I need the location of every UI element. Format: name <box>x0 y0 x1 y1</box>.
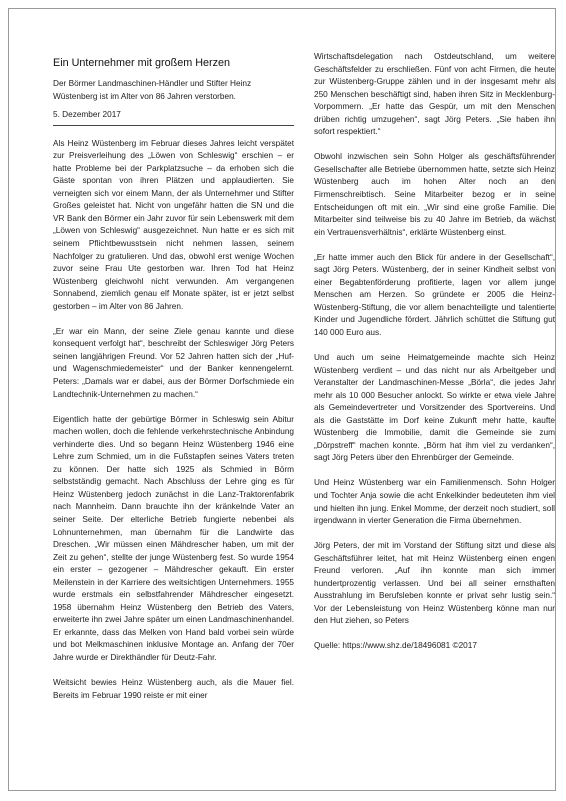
left-column <box>53 52 294 715</box>
paragraph: Und auch um seine Heimatgemeinde machte sich Heinz Wüstenberg verdient – und das nicht nur als Arbeitgeber und Veranstalter der Landmaschinen-Messe „Börla“, die jedes Jahr mehr als 10 000 Besucher anlockt. So wirkte er etwa viele Jahre als Gemeindevertreter und Vorsitzender des Sportvereins. Und als die Gaststätte im Dorf keine Zukunft mehr hatte, kaufte Wüstenberg die Immobilie, damit die Gemeinde sie zum „Dörpstreff“ machen konnte. „Börm hat ihm viel zu verdanken“, sagt Jörg Peters über den Ehrenbürger der Gemeinde. <box>314 352 555 463</box>
article-subtitle: Der Börmer Landmaschinen-Händler und Stifter Heinz Wüstenberg ist im Alter von 86 Jahren verstorben. <box>53 79 252 101</box>
right-column <box>314 51 555 665</box>
paragraph: Eigentlich hatte der gebürtige Börmer in Schleswig sein Abitur machen wollen, doch die fehlende verkehrstechnische Anbindung verhinderte dies. Und so begann Heinz Wüstenberg 1946 eine Lehre zum Schmied, um in die Fußstapfen seines Vaters treten zu können. Der hatte sich 1925 als Schmied in Börm selbstständig gemacht. Nach Abschluss der Lehre ging es für Heinz Wüstenberg jedoch zunächst in die Lanz-Traktorenfabrik nach Mannheim. Dann brauchte ihn der kränkelnde Vater an seiner Seite. Der elterliche Betrieb fungierte nebenbei als Lohnunternehmen, man übernahm für die Landwirte das Dreschen. „Wir müssen einen Mähdrescher haben, um mit der Zeit zu gehen“, stellte der junge Wüstenberg fest. So wurde 1954 ein erster – gezogener – Mähdrescher gekauft. Ein erster Meilenstein in der Karriere des weitsichtigen Unternehmers. 1955 wurde erstmals ein selbstfahrender Mähdrescher eingesetzt. 1958 übernahm Heinz Wüstenberg den Betrieb des Vaters, erweiterte ihn zwei Jahre später um einen Landmaschinenhandel. Er erkannte, dass das Melken von Hand bald vorbei sein würde und bot Melkmaschinen inklusive Montage an. Anfang der 70er Jahre wurde er Direkthändler für Deutz-Fahr. <box>53 414 294 662</box>
source-citation: Quelle: https://www.shz.de/18496081 ©2017 <box>314 641 477 651</box>
paragraph: Und Heinz Wüstenberg war ein Familienmensch. Sohn Holger und Tochter Anja sowie die acht Enkelkinder bedeuteten ihm viel und hielten ihn jung. Enkel Momme, der derzeit noch studiert, soll irgendwann in vierter Generation die Firma übernehmen. <box>314 478 555 526</box>
paragraph: „Er hatte immer auch den Blick für andere in der Gesellschaft“, sagt Jörg Peters. Wüstenberg, der in seiner Kindheit selbst von einer Begabtenförderung profitierte, lagen vor allem junge Menschen am Herzen. So gründete er 2005 die Heinz-Wüstenberg-Stiftung, die vor allem benachteiligte und talentierte Kinder und Jugendliche fördert. Jährlich schüttet die Stiftung gut 140 000 Euro aus. <box>314 252 555 337</box>
article-date: 5. Dezember 2017 <box>53 109 294 126</box>
paragraph: Obwohl inzwischen sein Sohn Holger als geschäftsführender Gesellschafter alle Betriebe übernommen hatte, setzte sich Heinz Wüstenberg auch im hohen Alter noch an den Firmenschreibtisch. Seine Mitarbeiter bezog er in seine Entscheidungen oft mit ein. „Wir sind eine große Familie. Die Mitarbeiter sind teilweise bis zu 40 Jahre im Betrieb, da wächst ein Vertrauensverhältnis“, erklärte Wüstenberg einst. <box>314 152 555 237</box>
paragraph: Wirtschaftsdelegation nach Ostdeutschland, um weitere Geschäftsfelder zu erschließen. Fünf von acht Firmen, die heute zur Wüstenberg-Gruppe zählen und in der insgesamt mehr als 250 Menschen beschäftigt sind, haben ihren Sitz in Mecklenburg-Vorpommern. „Er hatte das Gespür, um mit den Menschen drüben richtig umzugehen“, sagt Jörg Peters. „Sie haben ihn sofort respektiert.“ <box>314 52 555 137</box>
paragraph: Als Heinz Wüstenberg im Februar dieses Jahres leicht verspätet zur Preisverleihung des „Löwen von Schleswig“ erschien – er hatte Probleme bei der Parkplatzsuche – da erhoben sich die Gäste spontan von ihren Plätzen und applaudierten. Sie verneigten sich vor einem Mann, der als Unternehmer und Stifter Großes geleistet hat. Nicht von ungefähr hatten die SN und die VR Bank den Börmer ein Jahr zuvor für sein Lebenswerk mit dem „Löwen von Schleswig“ ausgezeichnet. Nun hatte er es sich mit seinem Pflichtbewusstsein nicht nehmen lassen, seinem Nachfolger zu gratulieren. Und das, obwohl erst wenige Wochen zuvor seine Frau Ute gestorben war. Ihren Tod hat Heinz Wüstenberg gleichwohl nicht verwunden. Am vergangenen Sonnabend, ziemlich genau elf Monate später, ist er jetzt selbst gestorben – im Alter von 86 Jahren. <box>53 138 294 311</box>
paragraph: Weitsicht bewies Heinz Wüstenberg auch, als die Mauer fiel. Bereits im Februar 1990 reiste er mit einer <box>53 678 294 700</box>
article-title: Ein Unternehmer mit großem Herzen <box>53 57 231 69</box>
paragraph: „Er war ein Mann, der seine Ziele genau kannte und diese konsequent verfolgt hat“, beschreibt der Schleswiger Jörg Peters seinen langjährigen Freund. Vor 52 Jahren hatten sich der „Huf- und Wagenschmiedemeister“ und der Banker kennengelernt. Peters: „Damals war er dabei, aus der Börmer Dorfschmiede ein Landtechnik-Unternehmen zu machen.“ <box>53 326 294 399</box>
paragraph: Jörg Peters, der mit im Vorstand der Stiftung sitzt und diese als Geschäftsführer leitet, hat mit Heinz Wüstenberg einen engen Freund verloren. „Auf ihn konnte man sich immer hundertprozentig verlassen. Und bei all seiner ernsthaften Ausstrahlung im Berufsleben konnte er privat sehr lustig sein.“ Vor der Lebensleistung von Heinz Wüstenberg könne man nur den Hut ziehen, so Peters <box>314 541 555 626</box>
